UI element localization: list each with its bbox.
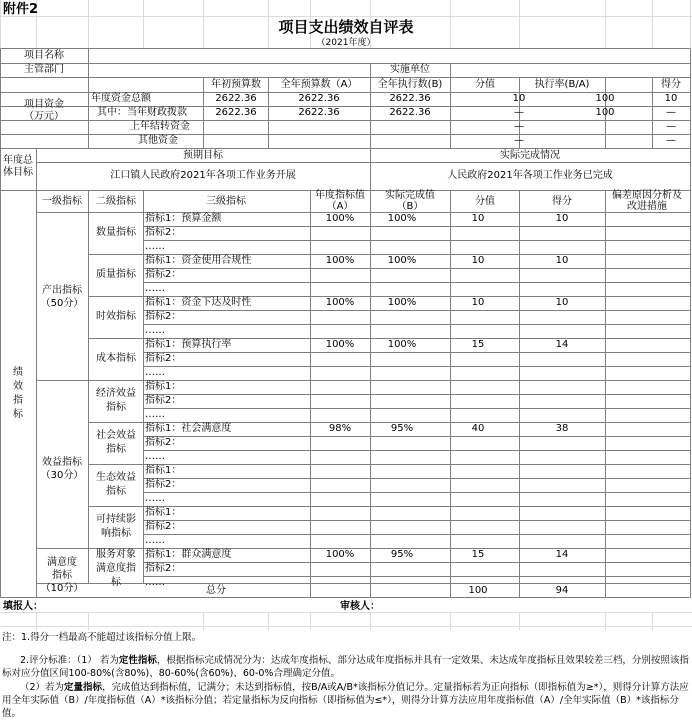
year-subtitle: （2021年度） bbox=[316, 38, 376, 48]
indicator-header: 年度指标值 （A） bbox=[315, 190, 365, 212]
note-3: （2）若为定量指标，完成值达到指标值，记满分；未达到指标值，按B/A或A/B*该指标分值记分。定量指标若为正向指标（即指标值为≥*），则得分计算方法应用全年实际值（B）/年度指标值（A）*该指标分值；若定量指标为反向指标（即指标值为≤*），则得分计算方法应用年度指标值（A）/全年实际值（B）*该指标分值。 bbox=[2, 682, 689, 719]
level2-indicator: 服务对象 满意度指 标 bbox=[96, 549, 136, 588]
funds-executed: 2622.36 bbox=[389, 107, 431, 118]
indicator-header: 偏差原因分析及 改进措施 bbox=[612, 190, 682, 212]
indicator-name: 指标2： bbox=[145, 437, 182, 448]
funds-score-value: 10 bbox=[512, 93, 526, 104]
level2-indicator: 质量指标 bbox=[96, 269, 136, 280]
funds-header: 全年预算数（A） bbox=[280, 79, 358, 90]
indicator-value: 15 bbox=[471, 339, 485, 350]
page-title: 项目支出绩效自评表 bbox=[278, 18, 414, 36]
indicator-name: …… bbox=[145, 535, 165, 546]
indicator-score: 10 bbox=[555, 255, 569, 266]
funds-row-label: 其中：当年财政拨款 bbox=[97, 107, 187, 118]
indicator-name: …… bbox=[145, 409, 165, 420]
funds-budget: 2622.36 bbox=[298, 107, 340, 118]
indicator-name: …… bbox=[145, 283, 165, 294]
indicator-name: 指标2： bbox=[145, 269, 182, 280]
satisfaction-indicator-label: 满意度 指标 （10分） bbox=[40, 557, 84, 594]
total-score: 94 bbox=[555, 585, 569, 596]
indicator-header: 三级指标 bbox=[206, 196, 246, 207]
indicator-target: 100% bbox=[325, 255, 355, 266]
indicator-name: …… bbox=[145, 451, 165, 462]
funds-row-label: 其他资金 bbox=[138, 135, 178, 146]
perf-indicators-label: 绩 效 指 标 bbox=[13, 367, 23, 420]
indicator-score: 38 bbox=[555, 423, 569, 434]
funds-score: — bbox=[666, 107, 676, 118]
indicator-name: 指标1： bbox=[145, 465, 182, 476]
note-2: 2.评分标准：（1） 若为定性指标，根据指标完成情况分为：达成年度指标、部分达成年度指标并具有一定效果、未达成年度指标且效果较差三档，分别按照该指标对应分值区间100-80%(含80%)、80-60%(含60%)、60-0%合理确定分值。 bbox=[2, 655, 689, 679]
funds-score-value: — bbox=[514, 135, 524, 146]
indicator-actual: 95% bbox=[390, 549, 414, 560]
indicator-target: 100% bbox=[325, 549, 355, 560]
annual-goal-label: 年度总 体目标 bbox=[3, 155, 33, 178]
indicator-name: 指标2： bbox=[145, 563, 182, 574]
funds-label: 项目资金 （万元） bbox=[24, 99, 64, 122]
level2-indicator: 成本指标 bbox=[96, 353, 136, 364]
funds-row-label: 上年结转资金 bbox=[130, 121, 190, 132]
indicator-name: 指标2： bbox=[145, 521, 182, 532]
funds-initial: 2622.36 bbox=[215, 107, 257, 118]
funds-header: 得分 bbox=[661, 79, 681, 90]
indicator-name: 指标1： bbox=[145, 507, 182, 518]
indicator-name: …… bbox=[145, 367, 165, 378]
impl-unit-label: 实施单位 bbox=[390, 64, 430, 75]
note-1: 注：1.得分一档最高不能超过该指标分值上限。 bbox=[2, 632, 202, 643]
indicator-name: 指标1：资金使用合规性 bbox=[145, 255, 252, 266]
indicator-score: 14 bbox=[555, 549, 569, 560]
indicator-score: 10 bbox=[555, 213, 569, 224]
funds-score-value: — bbox=[514, 107, 524, 118]
indicator-score: 10 bbox=[555, 297, 569, 308]
expected-goal: 江口镇人民政府2021年各项工作业务开展 bbox=[110, 170, 296, 181]
indicator-name: …… bbox=[145, 577, 165, 588]
indicator-name: 指标1：社会满意度 bbox=[145, 423, 232, 434]
indicator-name: 指标1：群众满意度 bbox=[145, 549, 232, 560]
level2-indicator: 数量指标 bbox=[96, 227, 136, 238]
indicator-header: 一级指标 bbox=[42, 196, 82, 207]
level2-indicator: 生态效益 指标 bbox=[96, 472, 136, 497]
output-indicator-label: 产出指标 （50分） bbox=[40, 285, 84, 309]
indicator-name: 指标1：预算金额 bbox=[145, 213, 222, 224]
indicator-header: 分值 bbox=[475, 196, 495, 207]
funds-executed: 2622.36 bbox=[389, 93, 431, 104]
indicator-score: 14 bbox=[555, 339, 569, 350]
funds-header: 年初预算数 bbox=[211, 79, 261, 90]
funds-score: — bbox=[666, 135, 676, 146]
funds-rate: 100 bbox=[595, 93, 615, 104]
funds-header: 分值 bbox=[475, 79, 495, 90]
indicator-actual: 95% bbox=[390, 423, 414, 434]
funds-score: 10 bbox=[664, 93, 678, 104]
indicator-name: …… bbox=[145, 325, 165, 336]
indicator-target: 100% bbox=[325, 297, 355, 308]
project-name-label: 项目名称 bbox=[24, 50, 64, 61]
level2-indicator: 可持续影 响指标 bbox=[96, 514, 136, 539]
indicator-name: 指标2： bbox=[145, 395, 182, 406]
reviewer-label: 审核人： bbox=[340, 601, 380, 612]
indicator-actual: 100% bbox=[387, 255, 417, 266]
level2-indicator: 时效指标 bbox=[96, 311, 136, 322]
total-value: 100 bbox=[468, 585, 488, 596]
actual-goal: 人民政府2021年各项工作业务已完成 bbox=[447, 170, 613, 181]
indicator-header: 得分 bbox=[552, 196, 572, 207]
indicator-name: 指标2： bbox=[145, 227, 182, 238]
funds-budget: 2622.36 bbox=[298, 93, 340, 104]
indicator-name: 指标1：资金下达及时性 bbox=[145, 297, 252, 308]
indicator-value: 10 bbox=[471, 213, 485, 224]
indicator-value: 10 bbox=[471, 297, 485, 308]
indicator-header: 实际完成值 （B） bbox=[385, 190, 435, 212]
actual-goal-label: 实际完成情况 bbox=[500, 150, 560, 161]
effect-indicator-label: 效益指标 （30分） bbox=[40, 457, 84, 481]
indicator-actual: 100% bbox=[387, 297, 417, 308]
indicator-value: 10 bbox=[471, 255, 485, 266]
level2-indicator: 经济效益 指标 bbox=[96, 388, 136, 413]
indicator-target: 100% bbox=[325, 339, 355, 350]
indicator-name: 指标2： bbox=[145, 311, 182, 322]
dept-label: 主管部门 bbox=[24, 64, 64, 75]
indicator-actual: 100% bbox=[387, 339, 417, 350]
funds-initial: 2622.36 bbox=[215, 93, 257, 104]
funds-header: 执行率(B/A) bbox=[534, 79, 590, 90]
indicator-name: 指标1： bbox=[145, 381, 182, 392]
indicator-value: 40 bbox=[471, 423, 485, 434]
indicator-name: …… bbox=[145, 493, 165, 504]
indicator-actual: 100% bbox=[387, 213, 417, 224]
indicator-name: 指标2： bbox=[145, 353, 182, 364]
funds-row-label: 年度资金总额 bbox=[91, 93, 151, 104]
expected-goal-label: 预期目标 bbox=[183, 150, 223, 161]
indicator-value: 15 bbox=[471, 549, 485, 560]
indicator-header: 二级指标 bbox=[96, 196, 136, 207]
level2-indicator: 社会效益 指标 bbox=[96, 430, 136, 455]
funds-score-value: — bbox=[514, 121, 524, 132]
total-label: 总分 bbox=[206, 585, 226, 596]
indicator-target: 98% bbox=[328, 423, 352, 434]
funds-score: — bbox=[666, 121, 676, 132]
indicator-target: 100% bbox=[325, 213, 355, 224]
indicator-name: 指标2： bbox=[145, 479, 182, 490]
attachment-label: 附件2 bbox=[3, 2, 39, 17]
indicator-name: …… bbox=[145, 241, 165, 252]
funds-rate: 100 bbox=[595, 107, 615, 118]
filler-label: 填报人： bbox=[3, 601, 43, 612]
indicator-name: 指标1：预算执行率 bbox=[145, 339, 232, 350]
funds-header: 全年执行数(B) bbox=[377, 79, 443, 90]
